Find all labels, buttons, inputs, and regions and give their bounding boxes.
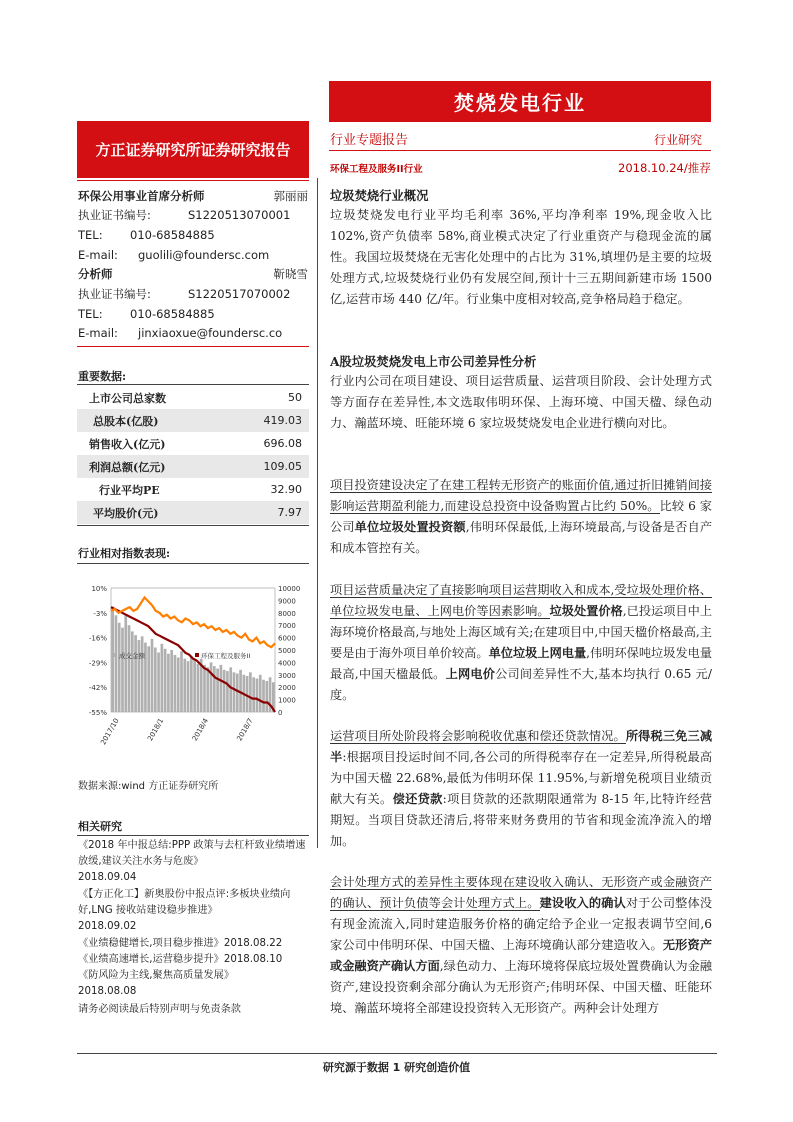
report-title-banner <box>329 81 711 122</box>
key-data-label: 利润总额(亿元) <box>89 460 166 474</box>
email-label: E-mail: <box>78 248 118 262</box>
analyst-1-role: 环保公用事业首席分析师 <box>78 189 205 203</box>
key-data-label: 行业平均PE <box>99 483 160 497</box>
paragraph-text: :根据项目投运时间不同,各公司的所得税率存在一定差异,所得税最高为中国天楹 22.68%,最低为伟明环保 11.95%,与新增免税项目业绩贡献大有关。 <box>330 750 713 806</box>
y-right-tick-label: 1000 <box>278 696 296 705</box>
analyst-2-cert-row <box>78 285 308 304</box>
paragraph-text: ,伟明环保吨垃圾发电量最高,中国天楹最低。 <box>330 646 713 681</box>
volume-bar <box>223 670 226 712</box>
volume-bar <box>190 656 193 712</box>
paragraph-lead: 运营项目所处阶段将会影响税收优惠和偿还贷款情况。 <box>330 729 626 743</box>
volume-bar <box>157 652 160 712</box>
paragraph-text: ,绿色动力、上海环境将保底垃圾处置费确认为金融资产,建设投资剩余部分确认为无形资产;伟明环保、中国天楹、旺能环境、瀚蓝环境将全部建设投资转入无形资产。两种会计处理方 <box>330 959 713 1015</box>
key-data-row <box>77 409 309 432</box>
y-left-tick-label: -3% <box>93 609 107 618</box>
volume-bar <box>246 676 249 712</box>
paragraph-text: 比较 6 家公司 <box>330 499 712 534</box>
volume-bar <box>141 636 144 712</box>
y-right-tick-label: 7000 <box>278 622 296 631</box>
chart-plot <box>89 585 300 746</box>
volume-bar <box>124 614 127 712</box>
volume-bar <box>229 667 232 712</box>
y-right-tick-label: 6000 <box>278 634 296 643</box>
volume-bar <box>226 671 229 712</box>
volume-bar <box>138 640 141 712</box>
y-right-tick-label: 4000 <box>278 659 296 668</box>
volume-bar <box>151 639 154 712</box>
chart-source: 数据来源:wind 方正证券研究所 <box>78 781 219 792</box>
header-divider <box>329 150 711 151</box>
y-right-tick-label: 3000 <box>278 671 296 680</box>
date-rating: 2018.10.24/推荐 <box>618 161 711 175</box>
key-data-bottom-rule <box>77 525 309 526</box>
paragraph-lead: 项目投资建设决定了在建工程转无形资产的账面价值,通过折旧摊销间接影响运营期盈利能力,而建设总投资中设备购置占比约 50%。 <box>330 478 712 513</box>
related-item[interactable] <box>78 887 308 935</box>
column-divider <box>317 178 318 848</box>
volume-bar <box>131 631 134 712</box>
volume-bar <box>259 675 262 712</box>
cert-label: 执业证书编号: <box>78 287 151 301</box>
paragraph-text: :项目贷款的还款期限通常为 8-15 年,比特许经营期短。当项目贷款还清后,将带来财务费用的节省和现金流净流入的增加。 <box>330 792 713 848</box>
key-data-top-rule <box>77 384 309 385</box>
volume-bar <box>233 672 236 712</box>
analyst-1-email[interactable]: guolili@foundersc.com <box>138 248 270 262</box>
x-tick-label: 2018/4 <box>190 717 211 743</box>
legend-label: 成交金额 <box>119 652 145 660</box>
volume-bar <box>220 665 223 712</box>
key-data-value: 109.05 <box>263 460 302 473</box>
volume-bar <box>147 646 150 712</box>
volume-bar <box>115 615 118 712</box>
key-data-value: 32.90 <box>270 483 302 496</box>
y-left-tick-label: -55% <box>88 709 107 717</box>
left-divider-2 <box>77 346 309 347</box>
related-item-date: 2018.08.08 <box>78 986 137 997</box>
y-right-tick-label: 10000 <box>278 585 301 593</box>
volume-bar <box>174 655 177 712</box>
section-heading: 垃圾焚烧行业概况 <box>330 188 429 203</box>
y-right-tick-label: 5000 <box>278 647 296 655</box>
paragraph-text: 公司间差异性不大,基本均执行 0.65 元/度。 <box>330 667 713 702</box>
paragraph-lead: 项目运营质量决定了直接影响项目运营期收入和成本,受垃圾处理价格、单位垃圾发电量、上网电价等因素影响。 <box>330 583 712 618</box>
related-rule <box>77 835 309 836</box>
relative-index-chart <box>77 574 309 750</box>
legend-label: 环保工程及服务II <box>201 652 251 660</box>
y-right-tick-label: 9000 <box>278 597 296 606</box>
analyst-2-role: 分析师 <box>78 267 113 281</box>
volume-bar <box>265 681 268 712</box>
volume-bar <box>210 662 213 712</box>
volume-bar <box>193 660 196 712</box>
key-data-value: 50 <box>288 391 302 404</box>
volume-bar <box>121 628 124 712</box>
volume-bar <box>183 659 186 712</box>
key-data-row <box>77 386 309 409</box>
volume-bar <box>161 644 164 712</box>
analyst-2-tel: 010-68584885 <box>130 307 215 321</box>
volume-bar <box>216 669 219 712</box>
y-right-tick-label: 0 <box>278 709 283 717</box>
analyst-1-tel-row <box>78 226 308 245</box>
paragraph-operation <box>330 580 712 706</box>
paragraph-key: 单位垃圾处置投资额 <box>354 520 466 534</box>
volume-bar <box>213 666 216 712</box>
chart-top-rule <box>77 563 309 564</box>
paragraph-lead: 会计处理方式的差异性主要体现在建设收入确认、无形资产或金融资产的确认、预计负债等会计处理方式上。 <box>330 875 712 910</box>
tel-label: TEL: <box>78 228 103 242</box>
paragraph-text: 对于公司整体没有现金流流入,同时建造服务价格的确定给予企业一定报表调节空间,6 家公司中伟明环保、中国天楹、上海环境确认部分建造收入。 <box>330 896 713 952</box>
footer-rule <box>77 1053 717 1054</box>
key-data-value: 696.08 <box>263 437 302 450</box>
tel-label: TEL: <box>78 307 103 321</box>
institute-name: 方正证券研究所证券研究报告 <box>95 141 291 159</box>
paragraph-key: 无形资产或金融资产确认方面 <box>330 938 713 973</box>
key-data-label: 平均股价(元) <box>93 506 159 520</box>
y-left-tick-label: -16% <box>88 634 107 643</box>
paragraph-overview: 垃圾焚烧发电行业平均毛利率 36%,平均净利率 19%,现金收入比 102%,资产负债率 58%,商业模式决定了行业重资产与稳现金流的属性。我国垃圾焚烧在无害化处理中的占比为 31%,填埋仍是主要的垃圾处理方式,垃圾焚烧行业仍有发展空间,预计十三五期间新建市场 1500 亿,运营市场 440 亿/年。行业集中度相对较高,竞争格局趋于稳定。 <box>330 208 712 306</box>
analyst-2-email-row <box>78 324 308 343</box>
analyst-2-email[interactable]: jinxiaoxue@foundersc.co <box>138 326 283 340</box>
paragraph-key: 上网电价 <box>445 667 496 681</box>
volume-bar <box>262 680 265 712</box>
paragraph-key: 垃圾处置价格 <box>549 604 623 618</box>
volume-bar <box>111 607 114 712</box>
paragraph-key: 建设收入的确认 <box>539 896 626 910</box>
volume-bar <box>256 679 259 712</box>
related-item-text[interactable]: 《业绩高速增长,运营稳步提升》2018.08.10 <box>78 954 283 965</box>
y-right-tick-label: 8000 <box>278 609 296 618</box>
volume-bar <box>187 661 190 712</box>
analyst-2-name: 靳晓雪 <box>273 267 308 281</box>
x-tick-label: 2017/10 <box>99 717 121 747</box>
sector-label: 环保工程及服务II行业 <box>330 164 423 175</box>
related-item-text[interactable]: 《2018 年中报总结:PPP 政策与去杠杆致业绩增速放缓,建议关注水务与危废》 <box>78 840 306 867</box>
y-left-tick-label: 10% <box>91 585 107 593</box>
legend-swatch <box>195 653 199 657</box>
paragraph-stage <box>330 726 712 852</box>
report-title: 焚烧发电行业 <box>454 91 586 115</box>
analyst-2-tel-row <box>78 305 308 324</box>
paragraph-text: ,已投运项目中上海环境价格最高,与地处上海区域有关;在建项目中,中国天楹价格最高,主要是由于海外项目单价较高。 <box>330 604 713 660</box>
paragraph-key: 所得税三免三减半 <box>330 729 713 764</box>
key-data-row <box>77 455 309 478</box>
key-data-title: 重要数据: <box>78 370 127 383</box>
volume-bar <box>197 664 200 712</box>
volume-bar <box>164 649 167 712</box>
legend-swatch <box>113 653 117 657</box>
volume-bar <box>170 650 173 712</box>
email-label: E-mail: <box>78 326 118 340</box>
report-category: 行业研究 <box>654 133 703 147</box>
key-data-label: 总股本(亿股) <box>93 414 159 428</box>
volume-bar <box>252 677 255 712</box>
volume-bar <box>134 635 137 712</box>
institute-banner <box>77 121 309 178</box>
related-item-date: 2018.09.02 <box>78 921 137 932</box>
related-item-date: 2018.09.04 <box>78 872 137 883</box>
volume-bar <box>236 674 239 712</box>
key-data-label: 销售收入(亿元) <box>89 437 166 451</box>
y-right-tick-label: 2000 <box>278 684 296 693</box>
volume-bar <box>128 625 131 712</box>
paragraph-key: 偿还贷款 <box>392 792 443 806</box>
report-type: 行业专题报告 <box>330 133 409 148</box>
analyst-1-header <box>78 187 308 206</box>
related-item[interactable] <box>78 968 308 1000</box>
analyst-1-name: 郭丽丽 <box>273 189 308 203</box>
volume-bar <box>167 654 170 712</box>
volume-bar <box>206 667 209 712</box>
analyst-1-email-row <box>78 246 308 265</box>
related-item[interactable] <box>78 952 308 968</box>
y-left-tick-label: -42% <box>88 684 107 693</box>
key-data-value: 419.03 <box>263 414 302 427</box>
analyst-1-tel: 010-68584885 <box>130 228 215 242</box>
analyst-2-cert: S1220517070002 <box>188 287 291 301</box>
footer-slogan: 研究源于数据 1 研究创造价值 <box>322 1061 471 1074</box>
volume-bar <box>177 657 180 712</box>
left-divider <box>77 180 309 181</box>
cert-label: 执业证书编号: <box>78 208 151 222</box>
volume-bar <box>249 672 252 712</box>
volume-bar <box>203 665 206 712</box>
analyst-2-header <box>78 265 308 284</box>
paragraph-investment <box>330 475 712 559</box>
related-item-text[interactable]: 《【方正化工】新奥股份中报点评:多板块业绩向好,LNG 接收站建设稳步推进》 <box>78 889 291 916</box>
paragraph-intro: 行业内公司在项目建设、项目运营质量、运营项目阶段、会计处理方式等方面存在差异性,本文选取伟明环保、上海环境、中国天楹、绿色动力、瀚蓝环境、旺能环境 6 家垃圾焚烧发电企业进行横向对比。 <box>330 374 712 430</box>
analyst-1-cert-row <box>78 206 308 225</box>
related-item[interactable] <box>78 936 308 952</box>
x-tick-label: 2018/1 <box>146 717 166 743</box>
related-item-text[interactable]: 《防风险为主线,聚焦高质量发展》 <box>78 970 235 981</box>
disclaimer: 请务必阅读最后特别声明与免责条款 <box>78 1004 241 1015</box>
analyst-1-cert: S1220513070001 <box>188 208 291 222</box>
section-heading: A股垃圾焚烧发电上市公司差异性分析 <box>330 354 537 369</box>
x-tick-label: 2018/7 <box>235 717 255 743</box>
related-item[interactable] <box>78 838 308 886</box>
related-title: 相关研究 <box>78 820 122 833</box>
paragraph-accounting <box>330 872 712 1019</box>
key-data-label: 上市公司总家数 <box>89 391 166 405</box>
key-data-row <box>77 478 309 501</box>
key-data-value: 7.97 <box>277 506 302 519</box>
chart-title: 行业相对指数表现: <box>78 547 171 560</box>
related-item-text[interactable]: 《业绩稳健增长,项目稳步推进》2018.08.22 <box>78 938 283 949</box>
paragraph-key: 单位垃圾上网电量 <box>488 646 587 660</box>
key-data-row <box>77 432 309 455</box>
y-left-tick-label: -29% <box>88 659 107 668</box>
volume-bar <box>154 648 157 712</box>
volume-bar <box>118 623 121 712</box>
key-data-row <box>77 501 309 524</box>
paragraph-text: ,伟明环保最低,上海环境最高,与设备是否自产和成本管控有关。 <box>330 520 713 555</box>
volume-bar <box>180 651 183 712</box>
